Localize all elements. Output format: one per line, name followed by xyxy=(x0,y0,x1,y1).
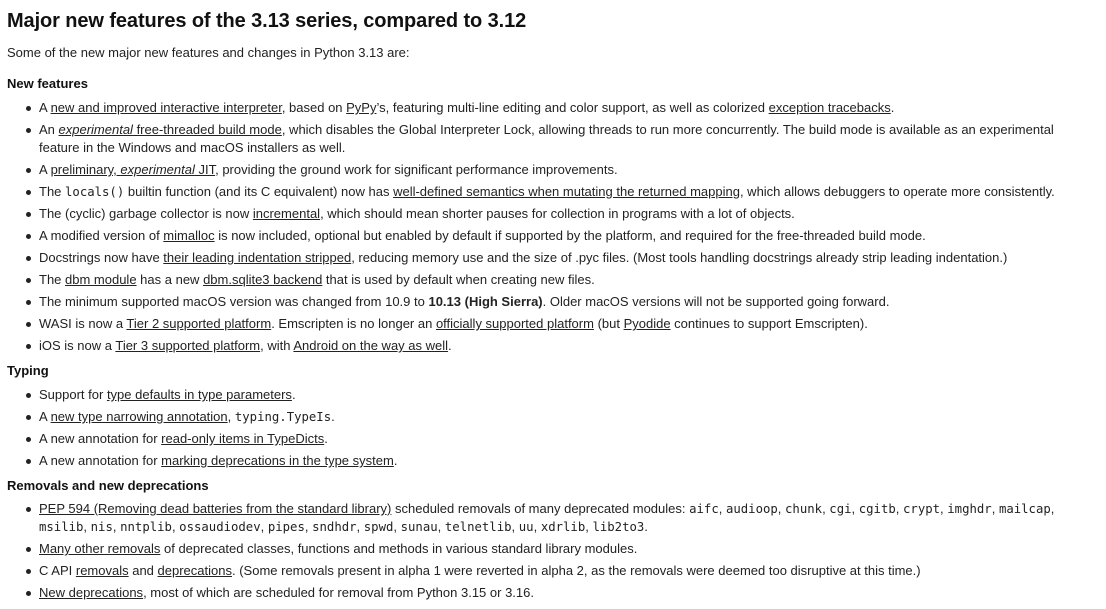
module-name: chunk xyxy=(785,502,823,516)
link-mimalloc[interactable]: mimalloc xyxy=(163,228,215,243)
list-item: A modified version of mimalloc is now included, optional but enabled by default if supported by the platform, and required for the free-threaded build mode. xyxy=(26,227,1086,245)
list-item: The (cyclic) garbage collector is now incremental, which should mean shorter pauses for collection in programs with a lot of objects. xyxy=(26,205,1086,223)
module-name: xdrlib xyxy=(540,520,586,534)
link-pyodide[interactable]: Pyodide xyxy=(623,316,671,331)
link-many-other-removals[interactable]: Many other removals xyxy=(39,541,161,556)
link-pypy[interactable]: PyPy xyxy=(346,100,377,115)
list-item: PEP 594 (Removing dead batteries from the standard library) scheduled removals of many deprecated modules: aifc, audioop, chunk, cgi, cgitb, crypt, imghdr, mailcap, msilib, nis, nntplib, ossaudiodev, pipes, sndhdr, spwd, sunau, telnetlib, uu, xdrlib, lib2to3. xyxy=(26,500,1086,536)
link-ios-tier3[interactable]: Tier 3 supported platform xyxy=(115,338,261,353)
list-item: An experimental free-threaded build mode, which disables the Global Interpreter Lock, allowing threads to run more concurrently. The build mode is available as an experimental feature in the Windows and macOS installers as well. xyxy=(26,121,1086,157)
link-new-deprecations[interactable]: New deprecations xyxy=(39,585,144,600)
list-item: The minimum supported macOS version was changed from 10.9 to 10.13 (High Sierra). Older macOS versions will not be supported going forward. xyxy=(26,293,1086,311)
list-item: C API removals and deprecations. (Some removals present in alpha 1 were reverted in alpha 2, as the removals were deemed too disruptive at this time.) xyxy=(26,562,1086,580)
module-name: mailcap xyxy=(998,502,1051,516)
link-type-narrowing[interactable]: new type narrowing annotation xyxy=(50,409,228,424)
removed-modules-list: aifc, audioop, chunk, cgi, cgitb, crypt, imghdr, mailcap, msilib, nis, nntplib, ossaudiodev, pipes, sndhdr, spwd, sunau, telnetlib, uu, xdrlib, lib2to3. xyxy=(39,501,1055,534)
module-name: audioop xyxy=(725,502,778,516)
section-heading-new-features: New features xyxy=(7,76,88,91)
new-features-list xyxy=(26,99,1086,359)
link-docstrings-stripped[interactable]: their leading indentation stripped xyxy=(163,250,352,265)
link-incremental-gc[interactable]: incremental xyxy=(252,206,321,221)
module-name: pipes xyxy=(267,520,305,534)
module-name: cgitb xyxy=(858,502,896,516)
link-wasi-tier2[interactable]: Tier 2 supported platform xyxy=(126,316,272,331)
list-item: Many other removals of deprecated classes, functions and methods in various standard library modules. xyxy=(26,540,1086,558)
list-item: New deprecations, most of which are scheduled for removal from Python 3.15 or 3.16. xyxy=(26,584,1086,602)
link-officially-supported-platform[interactable]: officially supported platform xyxy=(435,316,594,331)
link-jit[interactable]: preliminary, experimental JIT xyxy=(50,162,216,177)
link-android[interactable]: Android on the way as well xyxy=(293,338,449,353)
page-title: Major new features of the 3.13 series, compared to 3.12 xyxy=(7,10,527,32)
module-name: nntplib xyxy=(120,520,172,534)
module-name: sndhdr xyxy=(312,520,357,534)
module-name: spwd xyxy=(363,520,394,534)
list-item: A new type narrowing annotation, typing.TypeIs. xyxy=(26,408,1086,426)
module-name: aifc xyxy=(689,502,719,516)
list-item: WASI is now a Tier 2 supported platform. Emscripten is no longer an officially supported platform (but Pyodide continues to support Emscripten). xyxy=(26,315,1086,333)
list-item: A new annotation for read-only items in TypeDicts. xyxy=(26,430,1086,448)
module-name: sunau xyxy=(400,520,438,534)
module-name: nis xyxy=(90,520,113,534)
removals-list xyxy=(26,500,1086,606)
link-c-api-deprecations[interactable]: deprecations xyxy=(157,563,232,578)
link-c-api-removals[interactable]: removals xyxy=(75,563,129,578)
link-readonly-typeddict[interactable]: read-only items in TypeDicts xyxy=(161,431,325,446)
module-name: ossaudiodev xyxy=(179,520,261,534)
list-item: A new annotation for marking deprecations in the type system. xyxy=(26,452,1086,470)
link-pep-594[interactable]: PEP 594 (Removing dead batteries from the standard library) xyxy=(39,501,392,516)
list-item: Docstrings now have their leading indentation stripped, reducing memory use and the size of .pyc files. (Most tools handling docstrings already strip leading indentation.) xyxy=(26,249,1086,267)
link-deprecations-type-system[interactable]: marking deprecations in the type system xyxy=(161,453,394,468)
intro-text: Some of the new major new features and changes in Python 3.13 are: xyxy=(7,45,410,60)
link-free-threaded-build[interactable]: experimental free-threaded build mode xyxy=(58,122,282,137)
link-dbm-module[interactable]: dbm module xyxy=(65,272,137,287)
list-item: The dbm module has a new dbm.sqlite3 backend that is used by default when creating new files. xyxy=(26,271,1086,289)
typing-list xyxy=(26,386,1086,474)
module-name: lib2to3 xyxy=(592,520,645,534)
link-type-defaults[interactable]: type defaults in type parameters xyxy=(106,387,292,402)
list-item: A preliminary, experimental JIT, providing the ground work for significant performance improvements. xyxy=(26,161,1086,179)
link-exception-tracebacks[interactable]: exception tracebacks xyxy=(768,100,891,115)
list-item: A new and improved interactive interpreter, based on PyPy’s, featuring multi-line editing and color support, as well as colorized exception tracebacks. xyxy=(26,99,1086,117)
module-name: cgi xyxy=(829,502,852,516)
module-name: crypt xyxy=(903,502,941,516)
section-heading-removals: Removals and new deprecations xyxy=(7,478,209,493)
link-dbm-sqlite3[interactable]: dbm.sqlite3 backend xyxy=(203,272,323,287)
link-locals-semantics[interactable]: well-defined semantics when mutating the returned mapping xyxy=(393,184,740,199)
section-heading-typing: Typing xyxy=(7,363,49,378)
module-name: telnetlib xyxy=(444,520,512,534)
link-interactive-interpreter[interactable]: new and improved interactive interpreter xyxy=(50,100,282,115)
list-item: iOS is now a Tier 3 supported platform, with Android on the way as well. xyxy=(26,337,1086,355)
list-item: Support for type defaults in type parameters. xyxy=(26,386,1086,404)
module-name: uu xyxy=(518,520,534,534)
module-name: imghdr xyxy=(947,502,992,516)
module-name: msilib xyxy=(39,520,84,534)
list-item: The locals() builtin function (and its C equivalent) now has well-defined semantics when mutating the returned mapping, which allows debuggers to operate more consistently. xyxy=(26,183,1086,201)
